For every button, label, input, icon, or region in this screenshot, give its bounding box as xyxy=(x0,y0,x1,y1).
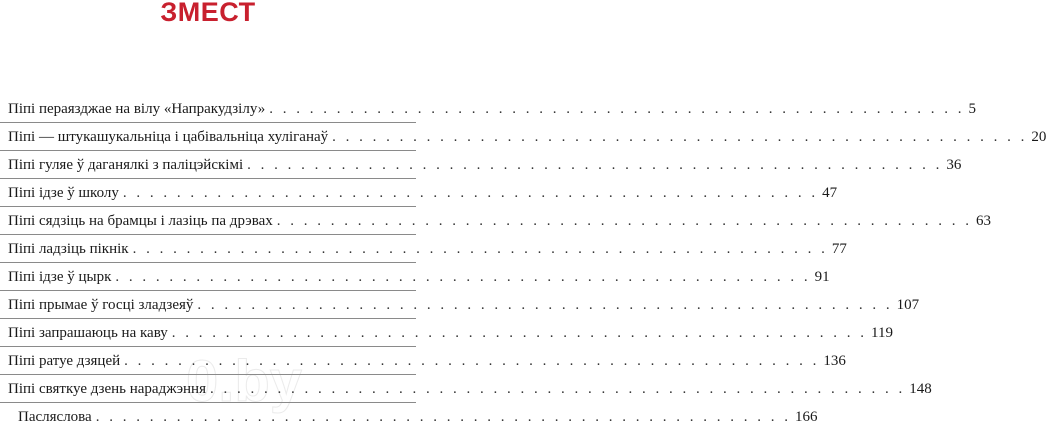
toc-entry[interactable] xyxy=(0,179,838,207)
dot-leader xyxy=(133,239,828,259)
entry-title: Пiпi iдзе ў школу xyxy=(8,185,119,201)
dot-leader xyxy=(277,211,972,231)
entry-title: Пiпi гуляе ў даганялкi з палiцэйскiмi xyxy=(8,157,244,173)
entry-title: Пасляслова xyxy=(18,409,92,425)
toc-entry[interactable] xyxy=(0,291,920,319)
toc-entry[interactable] xyxy=(0,207,992,235)
entry-title: Пiпi сядзiць на брамцы i лазiць па дрэвах xyxy=(8,213,273,229)
toc-entry[interactable] xyxy=(0,123,1046,151)
dot-leader xyxy=(123,183,818,203)
toc-entry[interactable] xyxy=(0,235,847,263)
entry-page-number: 5 xyxy=(968,101,976,117)
dot-leader xyxy=(172,323,867,343)
dot-leader xyxy=(269,99,964,119)
dot-leader xyxy=(124,351,819,371)
entry-page-number: 148 xyxy=(909,381,932,397)
entry-title: Пiпi прымае ў госцi зладзеяў xyxy=(8,297,194,313)
entry-title: Пiпi iдзе ў цырк xyxy=(8,269,112,285)
dot-leader xyxy=(115,267,810,287)
dot-leader xyxy=(210,379,905,399)
entry-page-number: 107 xyxy=(896,297,920,313)
page-title: ЗМЕСТ xyxy=(160,0,256,27)
entry-title: Пiпi святкуе дзень нараджэння xyxy=(8,381,206,397)
entry-title: Пiпi пераязджае на вiлу «Напракудзiлу» xyxy=(8,101,266,117)
entry-page-number: 20 xyxy=(1031,129,1046,145)
toc-entry[interactable] xyxy=(0,403,818,431)
entry-page-number: 91 xyxy=(814,269,830,285)
watermark: 0.by xyxy=(186,349,303,414)
entry-title: Пiпi — штукашукальнiца i цабiвальнiца хулiганаў xyxy=(8,129,329,145)
toc-entry[interactable] xyxy=(0,263,830,291)
entry-title: Пiпi запрашаюць на каву xyxy=(8,325,168,341)
dot-leader xyxy=(332,127,1027,147)
dot-leader xyxy=(247,155,942,175)
entry-page-number: 136 xyxy=(823,353,846,369)
toc-entry[interactable] xyxy=(0,95,976,123)
entry-page-number: 166 xyxy=(794,409,818,425)
toc-entry[interactable] xyxy=(0,347,846,375)
table-of-contents xyxy=(0,95,1046,431)
entry-page-number: 47 xyxy=(822,185,838,201)
entry-page-number: 77 xyxy=(831,241,847,257)
toc-entry[interactable] xyxy=(0,319,893,347)
entry-title: Пiпi ратуе дзяцей xyxy=(8,353,121,369)
dot-leader xyxy=(197,295,892,315)
entry-title: Пiпi ладзiць пiкнiк xyxy=(8,241,129,257)
entry-page-number: 63 xyxy=(976,213,992,229)
entry-page-number: 36 xyxy=(946,157,962,173)
toc-entry[interactable] xyxy=(0,375,932,403)
dot-leader xyxy=(96,407,791,427)
toc-entry[interactable] xyxy=(0,151,962,179)
entry-page-number: 119 xyxy=(871,325,893,341)
